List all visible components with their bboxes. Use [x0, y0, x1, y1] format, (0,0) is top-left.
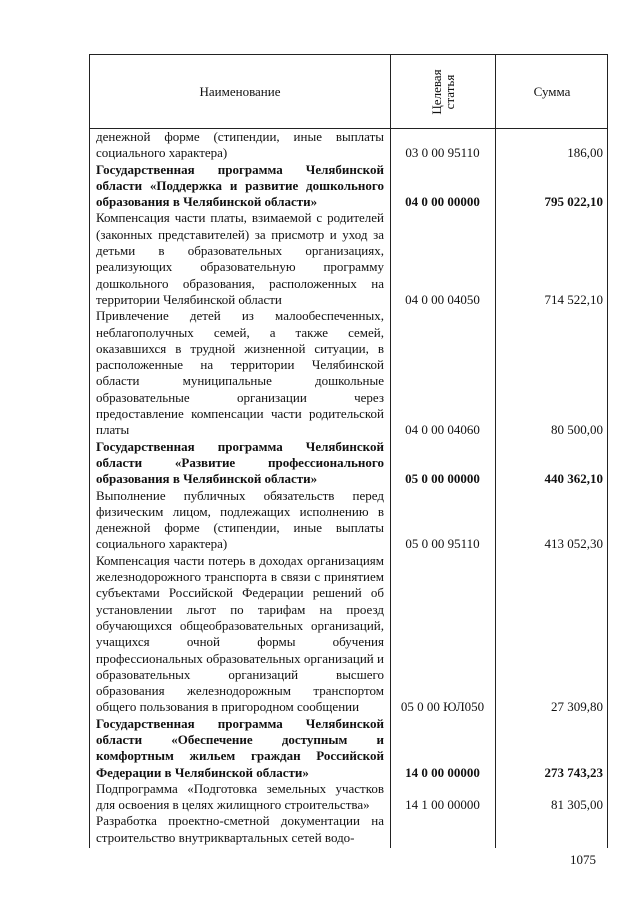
row-name: Компенсация части платы, взимаемой с родителей (законных представителей) за присмотр и уход за детьми в образовательных организациях, реализующих образовательную программу дошкольного образования, расположенных на территории Челябинской области	[96, 210, 384, 307]
table-row	[90, 439, 607, 488]
row-code: 14 1 00 00000	[405, 797, 480, 813]
table-row	[90, 162, 607, 211]
table-row	[90, 129, 607, 162]
row-sum: 186,00	[567, 145, 603, 161]
row-name: Государственная программа Челябинской области «Обеспечение доступным и комфортным жильем граждан Российской Федерации в Челябинской области»	[96, 715, 384, 780]
row-code: 03 0 00 95110	[405, 145, 480, 161]
header-code-label: Целевая статья	[428, 68, 457, 115]
row-name: денежной форме (стипендии, иные выплаты социального характера)	[96, 129, 384, 161]
row-sum: 81 305,00	[551, 797, 603, 813]
budget-table	[89, 54, 608, 848]
table-row	[90, 813, 607, 846]
row-sum: 27 309,80	[551, 699, 603, 715]
table-body	[90, 129, 607, 846]
row-name: Государственная программа Челябинской области «Развитие профессионального образования в Челябинской области»	[96, 438, 384, 487]
table-row	[90, 308, 607, 438]
row-name: Подпрограмма «Подготовка земельных участков для освоения в целях жилищного строительства»	[96, 780, 384, 813]
row-code: 05 0 00 95110	[405, 536, 480, 552]
table-row	[90, 488, 607, 553]
header-name: Наименование	[199, 83, 281, 99]
header-code	[390, 55, 495, 128]
row-code: 14 0 00 00000	[405, 764, 480, 780]
row-name: Привлечение детей из малообеспеченных, неблагополучных семей, а также семей, оказавшихся в трудной жизненной ситуации, в расположенные на территории Челябинской области муниципальные дошкольные образовательные организации через предоставление компенсации части родительской платы	[96, 308, 384, 438]
row-sum: 714 522,10	[544, 291, 603, 307]
row-name: Разработка проектно-сметной документации на строительство внутриквартальных сетей водо-	[96, 813, 384, 845]
table-row	[90, 716, 607, 781]
table-row	[90, 553, 607, 716]
row-sum: 795 022,10	[544, 194, 603, 210]
row-sum: 413 052,30	[544, 536, 603, 552]
row-sum: 80 500,00	[551, 422, 603, 438]
row-code: 05 0 00 00000	[405, 471, 480, 487]
row-code: 04 0 00 00000	[405, 194, 480, 210]
table-row	[90, 781, 607, 814]
row-code: 04 0 00 04050	[405, 291, 480, 307]
header-sum: Сумма	[533, 83, 571, 99]
row-name: Компенсация части потерь в доходах организациям железнодорожного транспорта в связи с принятием субъектами Российской Федерации решений об установлении льгот по тарифам на проезд обучающихся общеобразовательных организаций, учащихся очной формы обучения профессиональных образовательных организаций и образовательных организаций высшего образования железнодорожным транспортом общего пользования в пригородном сообщении	[96, 552, 384, 715]
row-name: Выполнение публичных обязательств перед физическим лицом, подлежащих исполнению в денежной форме (стипендии, иные выплаты социального характера)	[96, 487, 384, 552]
row-code: 04 0 00 04060	[405, 422, 480, 438]
table-row	[90, 210, 607, 308]
row-sum: 273 743,23	[544, 764, 603, 780]
row-name: Государственная программа Челябинской области «Поддержка и развитие дошкольного образования в Челябинской области»	[96, 161, 384, 210]
page-number: 1075	[570, 852, 596, 867]
row-sum: 440 362,10	[544, 471, 603, 487]
row-code: 05 0 00 ЮЛ050	[400, 699, 485, 715]
